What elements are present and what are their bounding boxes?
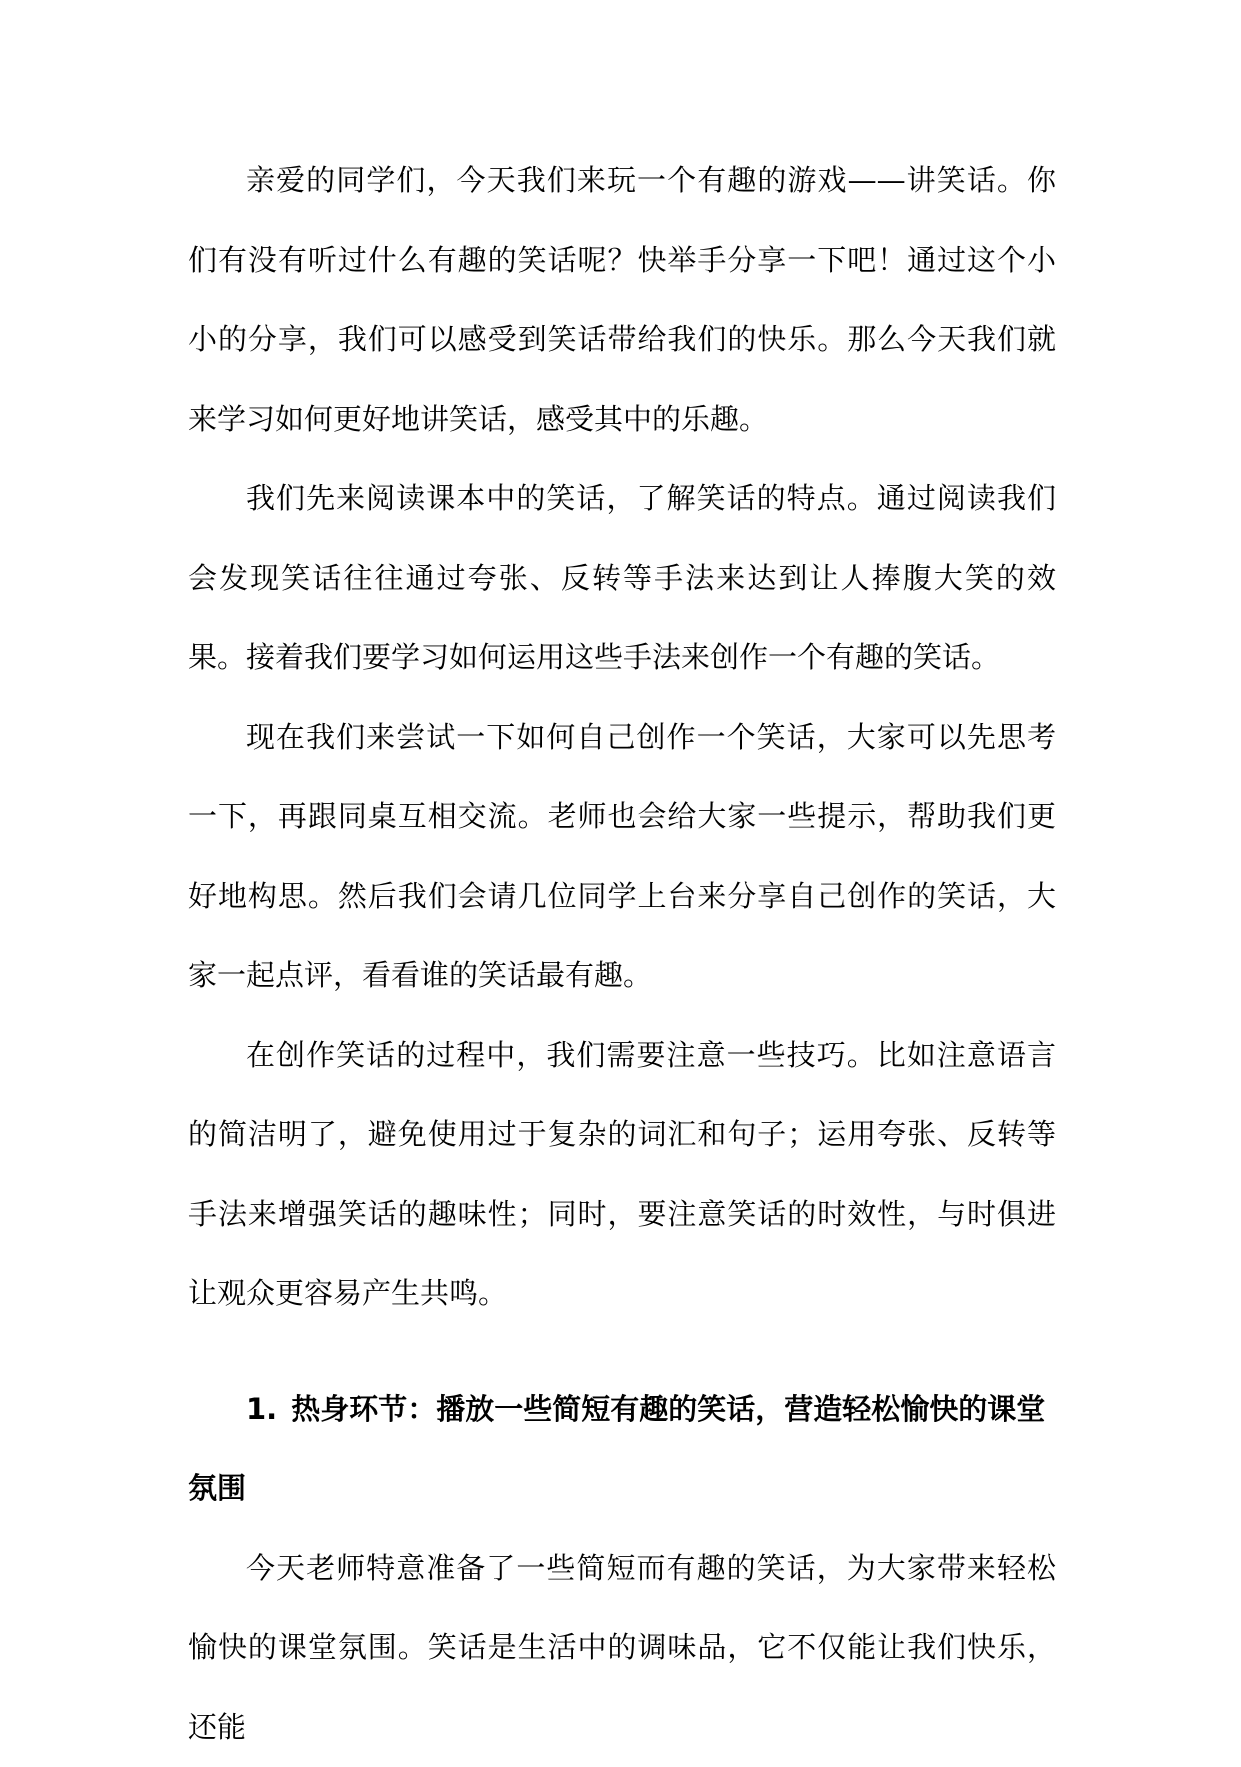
section-heading-text: 热身环节：播放一些简短有趣的笑话，营造轻松愉快的课堂氛围 xyxy=(188,1392,1045,1506)
paragraph-warmup: 今天老师特意准备了一些简短而有趣的笑话，为大家带来轻松愉快的课堂氛围。笑话是生活中的调味品，它不仅能让我们快乐，还能 xyxy=(188,1529,1056,1767)
section-heading-number: 1. xyxy=(246,1392,277,1426)
document-body xyxy=(188,141,1056,1767)
paragraph-reading: 我们先来阅读课本中的笑话，了解笑话的特点。通过阅读我们会发现笑话往往通过夸张、反转等手法来达到让人捧腹大笑的效果。接着我们要学习如何运用这些手法来创作一个有趣的笑话。 xyxy=(188,459,1056,698)
paragraph-intro: 亲爱的同学们，今天我们来玩一个有趣的游戏——讲笑话。你们有没有听过什么有趣的笑话呢？快举手分享一下吧！通过这个小小的分享，我们可以感受到笑话带给我们的快乐。那么今天我们就来学习如何更好地讲笑话，感受其中的乐趣。 xyxy=(188,141,1056,459)
section-heading xyxy=(188,1370,1056,1529)
paragraph-creating: 现在我们来尝试一下如何自己创作一个笑话，大家可以先思考一下，再跟同桌互相交流。老师也会给大家一些提示，帮助我们更好地构思。然后我们会请几位同学上台来分享自己创作的笑话，大家一起点评，看看谁的笑话最有趣。 xyxy=(188,698,1056,1016)
paragraph-techniques: 在创作笑话的过程中，我们需要注意一些技巧。比如注意语言的简洁明了，避免使用过于复杂的词汇和句子；运用夸张、反转等手法来增强笑话的趣味性；同时，要注意笑话的时效性，与时俱进让观众更容易产生共鸣。 xyxy=(188,1016,1056,1334)
